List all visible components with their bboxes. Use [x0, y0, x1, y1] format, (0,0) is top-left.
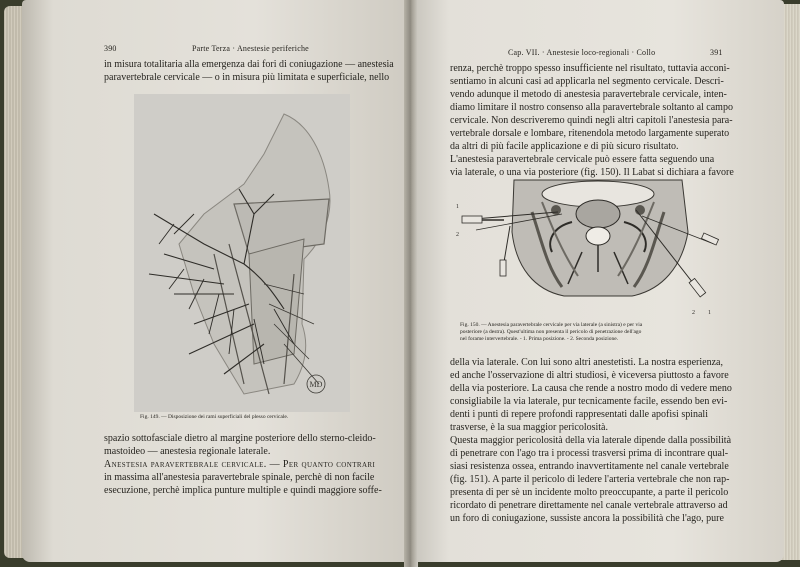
- right-page-number: 391: [710, 48, 723, 57]
- section-heading-line: Anestesia paravertebrale cervicale. — Per quanto contrari: [104, 459, 376, 470]
- caption-line: posteriore (a destra). Quest'ultima non presenta il pericolo di penetrazione dell'ago: [460, 329, 642, 335]
- caption-line: nel forame intervertebrale. - 1. Prima posizione. - 2. Seconda posizione.: [460, 336, 619, 342]
- text-line: siasi resistenza ossea, entrando inavvertitamente nel canale vertebrale: [450, 461, 729, 472]
- text-line: presenta di per sè un incidente molto preoccupante, a parte il pericolo: [450, 487, 729, 498]
- text-line: consigliabile la via laterale, pur tecnicamente facile, essendo ben evi-: [450, 396, 728, 407]
- text-line: renza, perchè troppo spesso insufficiente nel risultato, tuttavia acconi-: [450, 63, 730, 74]
- text-line: paravertebrale cervicale — o in misura più limitata e superficiale, nello: [104, 72, 390, 83]
- text-line: vertebrale dorsale e lombare, ritenendola metodo largamente superato: [450, 128, 730, 139]
- text-line: cervicale. Non descriveremo quindi negli altri capitoli l'anestesia para-: [450, 115, 733, 126]
- text-line: spazio sottofasciale dietro al margine posteriore dello sterno-cleido-: [104, 433, 376, 444]
- figure-150-paravertebral-anesthesia: [452, 172, 724, 318]
- figure-label: 1: [456, 204, 459, 210]
- text-line: un foro di coniugazione, sussiste ancora la possibilità che l'ago, pure: [450, 513, 724, 524]
- right-page: [412, 0, 784, 562]
- left-running-head: Parte Terza · Anestesie periferiche: [192, 44, 309, 53]
- cervical-plexus-illustration: [134, 94, 350, 412]
- figure-149-caption: Fig. 149. — Disposizione dei rami superficiali del plesso cervicale.: [140, 414, 289, 420]
- text-line: trasverse, è la sua maggior pericolosità.: [450, 422, 608, 433]
- caption-line: Fig. 150. — Anestesia paravertebrale cervicale per via laterale (a sinistra) e per via: [460, 322, 643, 328]
- left-top-text: [104, 58, 404, 84]
- left-page: [22, 0, 410, 562]
- text-line: L'anestesia paravertebrale cervicale può essere fatta seguendo una: [450, 154, 715, 165]
- text-line: (fig. 151). A parte il pericolo di ledere l'arteria vertebrale che non rap-: [450, 474, 730, 485]
- text-line: denti i punti di repere profondi rappresentati dalle apofisi spinali: [450, 409, 708, 420]
- figure-150-caption: [460, 322, 750, 343]
- right-top-text: [450, 62, 746, 179]
- book-gutter: [404, 0, 418, 567]
- text-line: vendo adunque il metodo di anestesia paravertebrale cervicale, inten-: [450, 89, 727, 100]
- figure-label: 2: [692, 310, 695, 316]
- text-line: in massima all'anestesia paravertebrale spinale, perchè di non facile: [104, 472, 375, 483]
- right-running-head: Cap. VII. · Anestesie loco-regionali · Collo: [508, 48, 656, 57]
- text-line: in misura totalitaria alla emergenza dai fori di coniugazione — anestesia: [104, 59, 394, 70]
- right-bottom-text: [450, 356, 746, 525]
- text-line: della via posteriore. La causa che rende a nostro modo di vedere meno: [450, 383, 732, 394]
- text-line: da altri di più facile applicazione e di più sicuro risultato.: [450, 141, 679, 152]
- text-line: di penetrare con l'ago tra i processi trasversi prima di incontrare qual-: [450, 448, 729, 459]
- figure-monogram: MD: [309, 380, 323, 389]
- figure-149-cervical-plexus: [134, 94, 350, 412]
- text-line: sentiamo in alcuni casi ad applicarla nel segmento cervicale. Descri-: [450, 76, 724, 87]
- figure-label: 2: [456, 232, 459, 238]
- left-bottom-text: [104, 432, 404, 497]
- left-page-number: 390: [104, 44, 117, 53]
- cross-section-illustration: [452, 172, 724, 318]
- text-line: della via laterale. Con lui sono altri anestetisti. La nostra esperienza,: [450, 357, 723, 368]
- text-line: ricordato di penetrare direttamente nel canale vertebrale attraverso ad: [450, 500, 728, 511]
- text-line: mastoideo — anestesia regionale laterale.: [104, 446, 271, 457]
- text-line: esecuzione, perchè implica punture multiple e quindi maggiore soffe-: [104, 485, 382, 496]
- text-line: ed anche l'osservazione di altri studiosi, è viceversa piuttosto a favore: [450, 370, 729, 381]
- figure-label: 1: [708, 310, 711, 316]
- text-line: Questa maggior pericolosità della via laterale dipende dalla possibilità: [450, 435, 732, 446]
- text-line: via laterale, o una via posteriore (fig. 150). Il Labat si dichiara a favore: [450, 167, 734, 178]
- text-line: diamo limitare il nostro consenso alla paravertebrale soltanto al campo: [450, 102, 733, 113]
